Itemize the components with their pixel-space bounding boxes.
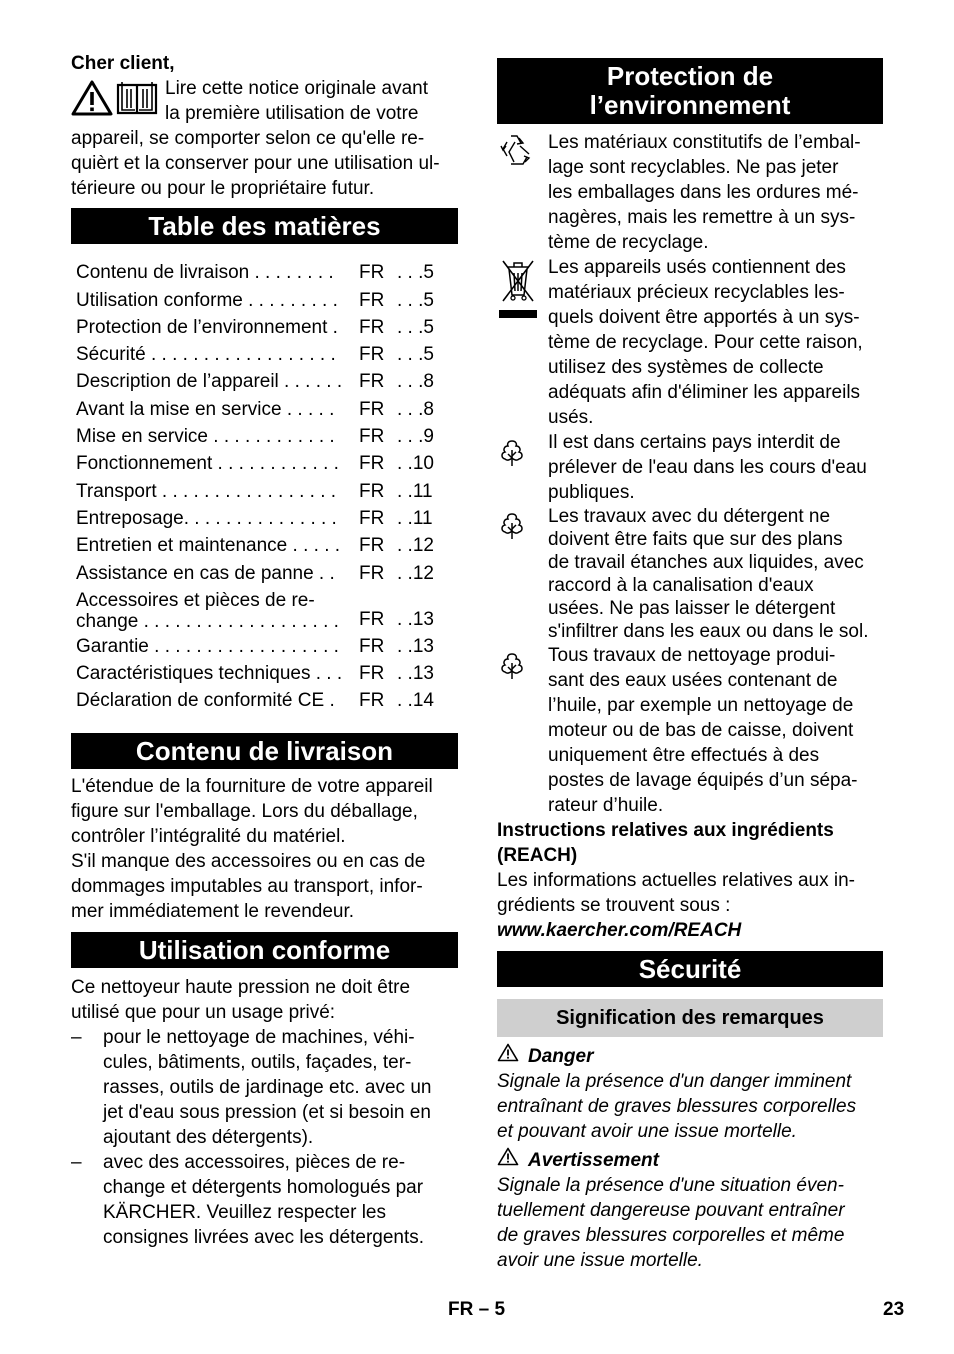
page-number: 23 (883, 1299, 905, 1320)
toc-lang: FR (359, 426, 385, 448)
securite-heading: Sécurité (497, 951, 883, 987)
toc-heading: Table des matières (71, 208, 458, 244)
toc-row[interactable] (76, 531, 458, 558)
toc-lang: FR (359, 289, 385, 311)
body-line: Les informations actuelles relatives aux in- (497, 870, 856, 891)
toc-lang: FR (359, 371, 385, 393)
toc-title: Avant la mise en service . . . . . (76, 398, 335, 420)
toc-title: Garantie . . . . . . . . . . . . . . . . . . (76, 635, 339, 657)
toc-title: Fonctionnement . . . . . . . . . . . . (76, 453, 339, 475)
toc-row[interactable] (76, 258, 458, 285)
toc-lang: FR (359, 262, 385, 284)
intro-line: Lire cette notice originale avant (165, 78, 428, 99)
list-item: – avec des accessoires, pièces de re- change et détergents homologués par KÄRCHER. Veuillez respecter les consignes livrées avec les détergents. (103, 1150, 458, 1250)
toc-lang: FR (359, 690, 385, 712)
reach-link[interactable]: www.kaercher.com/REACH (497, 920, 742, 941)
warning-avertissement: Avertissement Signale la présence d'une situation éven- tuellement dangereuse pouvant entraîner de graves blessures corporelles et même avoir une issue mortelle. (497, 1147, 883, 1273)
footer-section-label: FR – 5 (448, 1299, 506, 1320)
body-line: Ce nettoyeur haute pression ne doit être (71, 977, 411, 999)
toc-page: . . .5 (397, 344, 434, 366)
toc-row[interactable] (76, 659, 458, 686)
intro-section (71, 52, 458, 201)
toc-title: Protection de l’environnement . (76, 316, 338, 338)
toc-page: . .11 (397, 480, 433, 502)
environnement-heading: Protection de l’environnement (497, 58, 883, 124)
toc-row[interactable] (76, 367, 458, 394)
greeting: Cher client, (71, 53, 175, 74)
env-item: Il est dans certains pays interdit de prélever de l'eau dans les cours d'eau publiques. (497, 430, 883, 505)
env-item: Les matériaux constitutifs de l’embal- lage sont recyclables. Ne pas jeter les emballages dans les ordures mé- nagères, mais les remettre à un sys- tème de recyclage. (497, 130, 883, 255)
toc-page: . .14 (397, 690, 434, 712)
toc-lang: FR (359, 316, 385, 338)
reach-heading: (REACH) (497, 845, 578, 866)
toc-page: . . .5 (397, 289, 434, 311)
reach-heading: Instructions relatives aux ingrédients (497, 820, 834, 841)
intro-line: appareil, se comporter selon ce qu'elle re- (71, 128, 425, 149)
toc-page: . .13 (397, 635, 434, 657)
toc-row[interactable] (76, 422, 458, 449)
toc-page: . . .5 (397, 316, 434, 338)
toc-title: Entreposage. . . . . . . . . . . . . . . (76, 507, 337, 529)
tree-icon (497, 452, 527, 473)
toc-lang: FR (359, 608, 385, 630)
toc-page: . .10 (397, 453, 434, 475)
intro-line: la première utilisation de votre (165, 103, 419, 124)
toc-title: Sécurité . . . . . . . . . . . . . . . . . . (76, 344, 336, 366)
env-item: Les appareils usés contiennent des matériaux précieux recyclables les- quels doivent être apportés à un sys- tème de recyclage. Pour cette raison, utilisez des systèmes de collecte adéquats afin d'éliminer les appareils usés. (497, 255, 883, 430)
toc-title: Utilisation conforme . . . . . . . . . (76, 289, 338, 311)
toc-title: Contenu de livraison . . . . . . . . (76, 262, 334, 284)
toc-title: Déclaration de conformité CE . (76, 690, 335, 712)
toc-row[interactable] (76, 476, 458, 503)
left-column (71, 52, 458, 1250)
toc-lang: FR (359, 535, 385, 557)
recycle-icon (497, 154, 537, 175)
toc-page: . .12 (397, 562, 434, 584)
toc-row[interactable] (76, 586, 458, 632)
contenu-heading: Contenu de livraison (71, 733, 458, 769)
usage-list (71, 1025, 458, 1250)
body-line: mer immédiatement le revendeur. (71, 901, 355, 923)
list-item: – pour le nettoyage de machines, véhi- cules, bâtiments, outils, façades, ter- rasses, outils de jardinage etc. avec un jet d'eau sous pression (et si besoin en ajoutant des détergents). (103, 1025, 458, 1150)
contenu-body (71, 774, 458, 924)
toc-page: . .13 (397, 608, 434, 630)
env-item: Les travaux avec du détergent ne doivent être faits que sur des plans de travail étanches aux liquides, avec raccord à la canalisation d'eaux usées. Ne pas laisser le détergent s'infiltrer dans les eaux ou dans le sol. (497, 505, 883, 643)
toc-title: Assistance en cas de panne . . (76, 562, 335, 584)
warning-triangle-icon (497, 1043, 519, 1069)
toc-title: Accessoires et pièces de re- change . . . . . . . . . . . . . . . . . . . (76, 589, 339, 632)
toc-page: . .12 (397, 535, 434, 557)
toc-lang: FR (359, 635, 385, 657)
toc-row[interactable] (76, 285, 458, 312)
table-of-contents (71, 258, 458, 713)
body-line: utilisé que pour un usage privé: (71, 1002, 336, 1024)
toc-page: . .11 (397, 507, 433, 529)
toc-title: Caractéristiques techniques . . . (76, 663, 343, 685)
toc-row[interactable] (76, 686, 458, 713)
toc-page: . . .8 (397, 398, 434, 420)
body-line: S'il manque des accessoires ou en cas de (71, 851, 426, 873)
toc-lang: FR (359, 344, 385, 366)
env-item: Tous travaux de nettoyage produi- sant des eaux usées contenant de l’huile, par exemple un nettoyage de moteur ou de bas de caisse, doivent uniquement être effectués à des postes de lavage équipés d’un sépa- rateur d’huile. (497, 643, 883, 818)
toc-lang: FR (359, 562, 385, 584)
right-column (497, 58, 883, 1273)
toc-lang: FR (359, 398, 385, 420)
crossed-bin-icon (497, 307, 539, 328)
manual-book-icon (115, 80, 159, 126)
toc-row[interactable] (76, 449, 458, 476)
environnement-list (497, 130, 883, 818)
tree-icon (497, 525, 527, 546)
securite-subheading: Signification des remarques (497, 999, 883, 1037)
toc-row[interactable] (76, 394, 458, 421)
intro-line: térieure ou pour le propriétaire futur. (71, 178, 375, 199)
toc-title: Description de l’appareil . . . . . . (76, 371, 343, 393)
warning-danger: Danger Signale la présence d'un danger imminent entraînant de graves blessures corporelles et pouvant avoir une issue mortelle. (497, 1043, 883, 1144)
body-line: contrôler l’intégralité du matériel. (71, 826, 346, 848)
warning-triangle-icon (497, 1147, 519, 1173)
toc-title: Entretien et maintenance . . . . . (76, 535, 341, 557)
toc-lang: FR (359, 507, 385, 529)
toc-row[interactable] (76, 340, 458, 367)
toc-lang: FR (359, 480, 385, 502)
toc-lang: FR (359, 453, 385, 475)
toc-page: . . .9 (397, 426, 434, 448)
warning-triangle-icon (71, 80, 113, 126)
toc-row[interactable] (76, 558, 458, 585)
toc-row[interactable] (76, 632, 458, 659)
utilisation-heading: Utilisation conforme (71, 932, 458, 968)
body-line: grédients se trouvent sous : (497, 895, 731, 916)
toc-row[interactable] (76, 504, 458, 531)
toc-title: Mise en service . . . . . . . . . . . . (76, 426, 335, 448)
toc-row[interactable] (76, 313, 458, 340)
reach-section (497, 818, 883, 943)
toc-page: . . .8 (397, 371, 434, 393)
toc-page: . .13 (397, 663, 434, 685)
body-line: L'étendue de la fourniture de votre appareil (71, 776, 433, 798)
toc-lang: FR (359, 663, 385, 685)
body-line: figure sur l'emballage. Lors du déballage, (71, 801, 418, 823)
tree-icon (497, 665, 527, 686)
utilisation-body (71, 975, 458, 1250)
intro-line: quièrt et la conserver pour une utilisation ul- (71, 153, 440, 174)
body-line: dommages imputables au transport, infor- (71, 876, 423, 898)
toc-title: Transport . . . . . . . . . . . . . . . . . (76, 480, 337, 502)
warning-label: Danger (528, 1045, 594, 1067)
warning-label: Avertissement (528, 1149, 659, 1171)
toc-page: . . .5 (397, 262, 434, 284)
